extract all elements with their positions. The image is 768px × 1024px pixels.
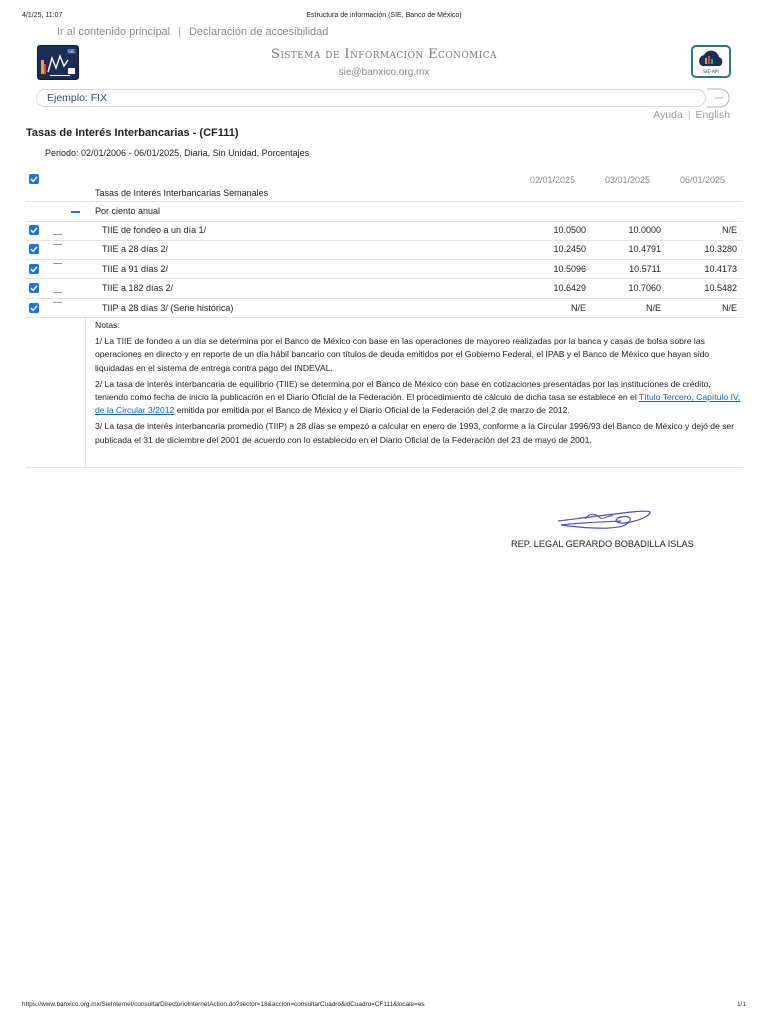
search-input[interactable] (36, 89, 706, 107)
sie-api-logo[interactable] (691, 45, 731, 78)
collapse-toggle-icon[interactable] (71, 211, 80, 213)
page-number: 1/1 (737, 1001, 746, 1008)
lang-links: Ayuda | English (653, 109, 730, 121)
row-checkbox[interactable] (29, 244, 39, 254)
handwritten-signature (555, 507, 655, 533)
contact-email[interactable]: sie@banxico.org.mx (338, 67, 430, 78)
divider (26, 317, 743, 318)
english-link[interactable]: English (695, 109, 730, 121)
system-title: Sistema de Información Económica (271, 47, 497, 62)
check-icon (29, 264, 39, 274)
table-cell: 10.7060 (628, 283, 661, 293)
divider (26, 467, 743, 468)
accessibility-link[interactable]: Declaración de accesibilidad (188, 26, 329, 38)
table-cell: 10.0000 (628, 225, 661, 235)
divider (85, 318, 86, 466)
series-indicator (53, 302, 62, 303)
series-indicator (53, 263, 62, 264)
series-indicator (53, 234, 62, 235)
row-checkbox[interactable] (29, 303, 39, 313)
column-header-date: 02/01/2025 (529, 175, 575, 185)
skip-links: Ir al contenido principal | Declaración de accesibilidad (57, 26, 329, 38)
row-label: TIIE a 28 días 2/ (102, 244, 169, 254)
help-link[interactable]: Ayuda (653, 109, 683, 121)
svg-text:SIE: SIE (67, 50, 76, 56)
search-tab-icon (706, 88, 731, 108)
table-cell: 10.5096 (553, 264, 586, 274)
check-icon (29, 174, 39, 184)
svg-text:SIE-API: SIE-API (703, 70, 719, 75)
table-cell: 10.2450 (553, 244, 586, 254)
table-subgroup-header: Por ciento anual (95, 206, 161, 216)
page-title: Tasas de Interés Interbancarias - (CF111) (26, 127, 239, 139)
table-cell: 10.6429 (553, 283, 586, 293)
row-checkbox[interactable] (29, 283, 39, 293)
footer-url: https://www.banxico.org.mx/SieInternet/consultarDirectorioInternetAction.do?sector=18&accion=consultarCuadro&idCuadro=CF111&locale=es (22, 1001, 425, 1008)
divider (26, 298, 743, 299)
cloud-api-icon (693, 47, 729, 76)
note-2-text: 2/ La tasa de interés interbancaria de equilibrio (TIIE) se determina por el Banco de México con base en cotizaciones presentadas por las instituciones de crédito, teniendo como fecha de inicio la publicación en el Diario Oficial de la Federación. El procedimiento de cálculo de dicha tasa se establece en el (95, 378, 711, 403)
table-cell: 10.5482 (704, 283, 737, 293)
table-cell: N/E (721, 303, 737, 313)
notes-section (95, 319, 743, 450)
row-label: TIIE a 182 días 2/ (102, 283, 174, 293)
note-2-text-end: emitida por emitida por el Banco de México y el Diario Oficial de la Federación del 2 de marzo de 2012. (174, 405, 570, 416)
note-3: 3/ La tasa de interés interbancaria promedio (TIIP) a 28 días se empezó a calcular en enero de 1993, conforme a la Circular 1996/93 del Banco de México y dejó de ser publicada el 31 de diciembre del 2001 de acuerdo con lo establecido en el Diario Oficial de la Federación del 23 de mayo de 2001. (95, 421, 735, 445)
circular-link[interactable]: Título Tercero, Capítulo IV, de la Circular 3/2012 (95, 392, 741, 416)
divider (26, 278, 743, 279)
table-cell: 10.4791 (628, 244, 661, 254)
series-indicator (53, 244, 62, 245)
table-cell: 10.3280 (704, 244, 737, 254)
table-cell: 10.0500 (553, 225, 586, 235)
check-icon (29, 283, 39, 293)
row-label: TIIE a 91 días 2/ (102, 264, 169, 274)
print-page-title: Estructura de información (SIE, Banco de México) (306, 12, 462, 19)
row-label: TIIE de fondeo a un día 1/ (102, 225, 207, 235)
column-header-date: 03/01/2025 (604, 175, 650, 185)
row-checkbox[interactable] (29, 225, 39, 235)
divider (26, 259, 743, 260)
table-cell: N/E (721, 225, 737, 235)
check-icon (29, 225, 39, 235)
notes-heading: Notas: (95, 320, 120, 330)
divider (26, 240, 743, 241)
note-1: 1/ La TIIE de fondeo a un día se determina por el Banco de México con base en las operaciones de mayoreo realizadas por la banca y casas de bolsa sobre las operaciones en directo y en reporte de un día hábil bancario con títulos de deuda emitidos por el Gobierno Federal, el IPAB y el Banco de México que hayan sido liquidadas en el sistema de entrega contra pago del INDEVAL. (95, 336, 710, 373)
divider (26, 221, 743, 222)
note-2 (95, 378, 743, 418)
row-label: TIIP a 28 días 3/ (Serie histórica) (102, 303, 234, 313)
row-checkbox[interactable] (29, 264, 39, 274)
table-cell: N/E (570, 303, 586, 313)
period-info: Periodo: 02/01/2006 - 06/01/2025, Diaria, Sin Unidad, Porcentajes (45, 148, 310, 158)
search-button[interactable] (706, 88, 731, 108)
table-cell: 10.4173 (704, 264, 737, 274)
table-cell: N/E (645, 303, 661, 313)
divider (26, 201, 743, 202)
print-datetime: 4/1/25, 11:07 (22, 12, 63, 19)
series-indicator (53, 292, 62, 293)
table-cell: 10.5711 (629, 264, 661, 274)
check-icon (29, 244, 39, 254)
column-header-date: 06/01/2025 (679, 175, 725, 185)
select-all-checkbox[interactable] (29, 174, 39, 184)
skip-to-main-link[interactable]: Ir al contenido principal (57, 26, 171, 38)
check-icon (29, 303, 39, 313)
signatory-name: REP. LEGAL GERARDO BOBADILLA ISLAS (511, 539, 694, 549)
table-group-header: Tasas de Interés Interbancarias Semanales (95, 188, 269, 198)
